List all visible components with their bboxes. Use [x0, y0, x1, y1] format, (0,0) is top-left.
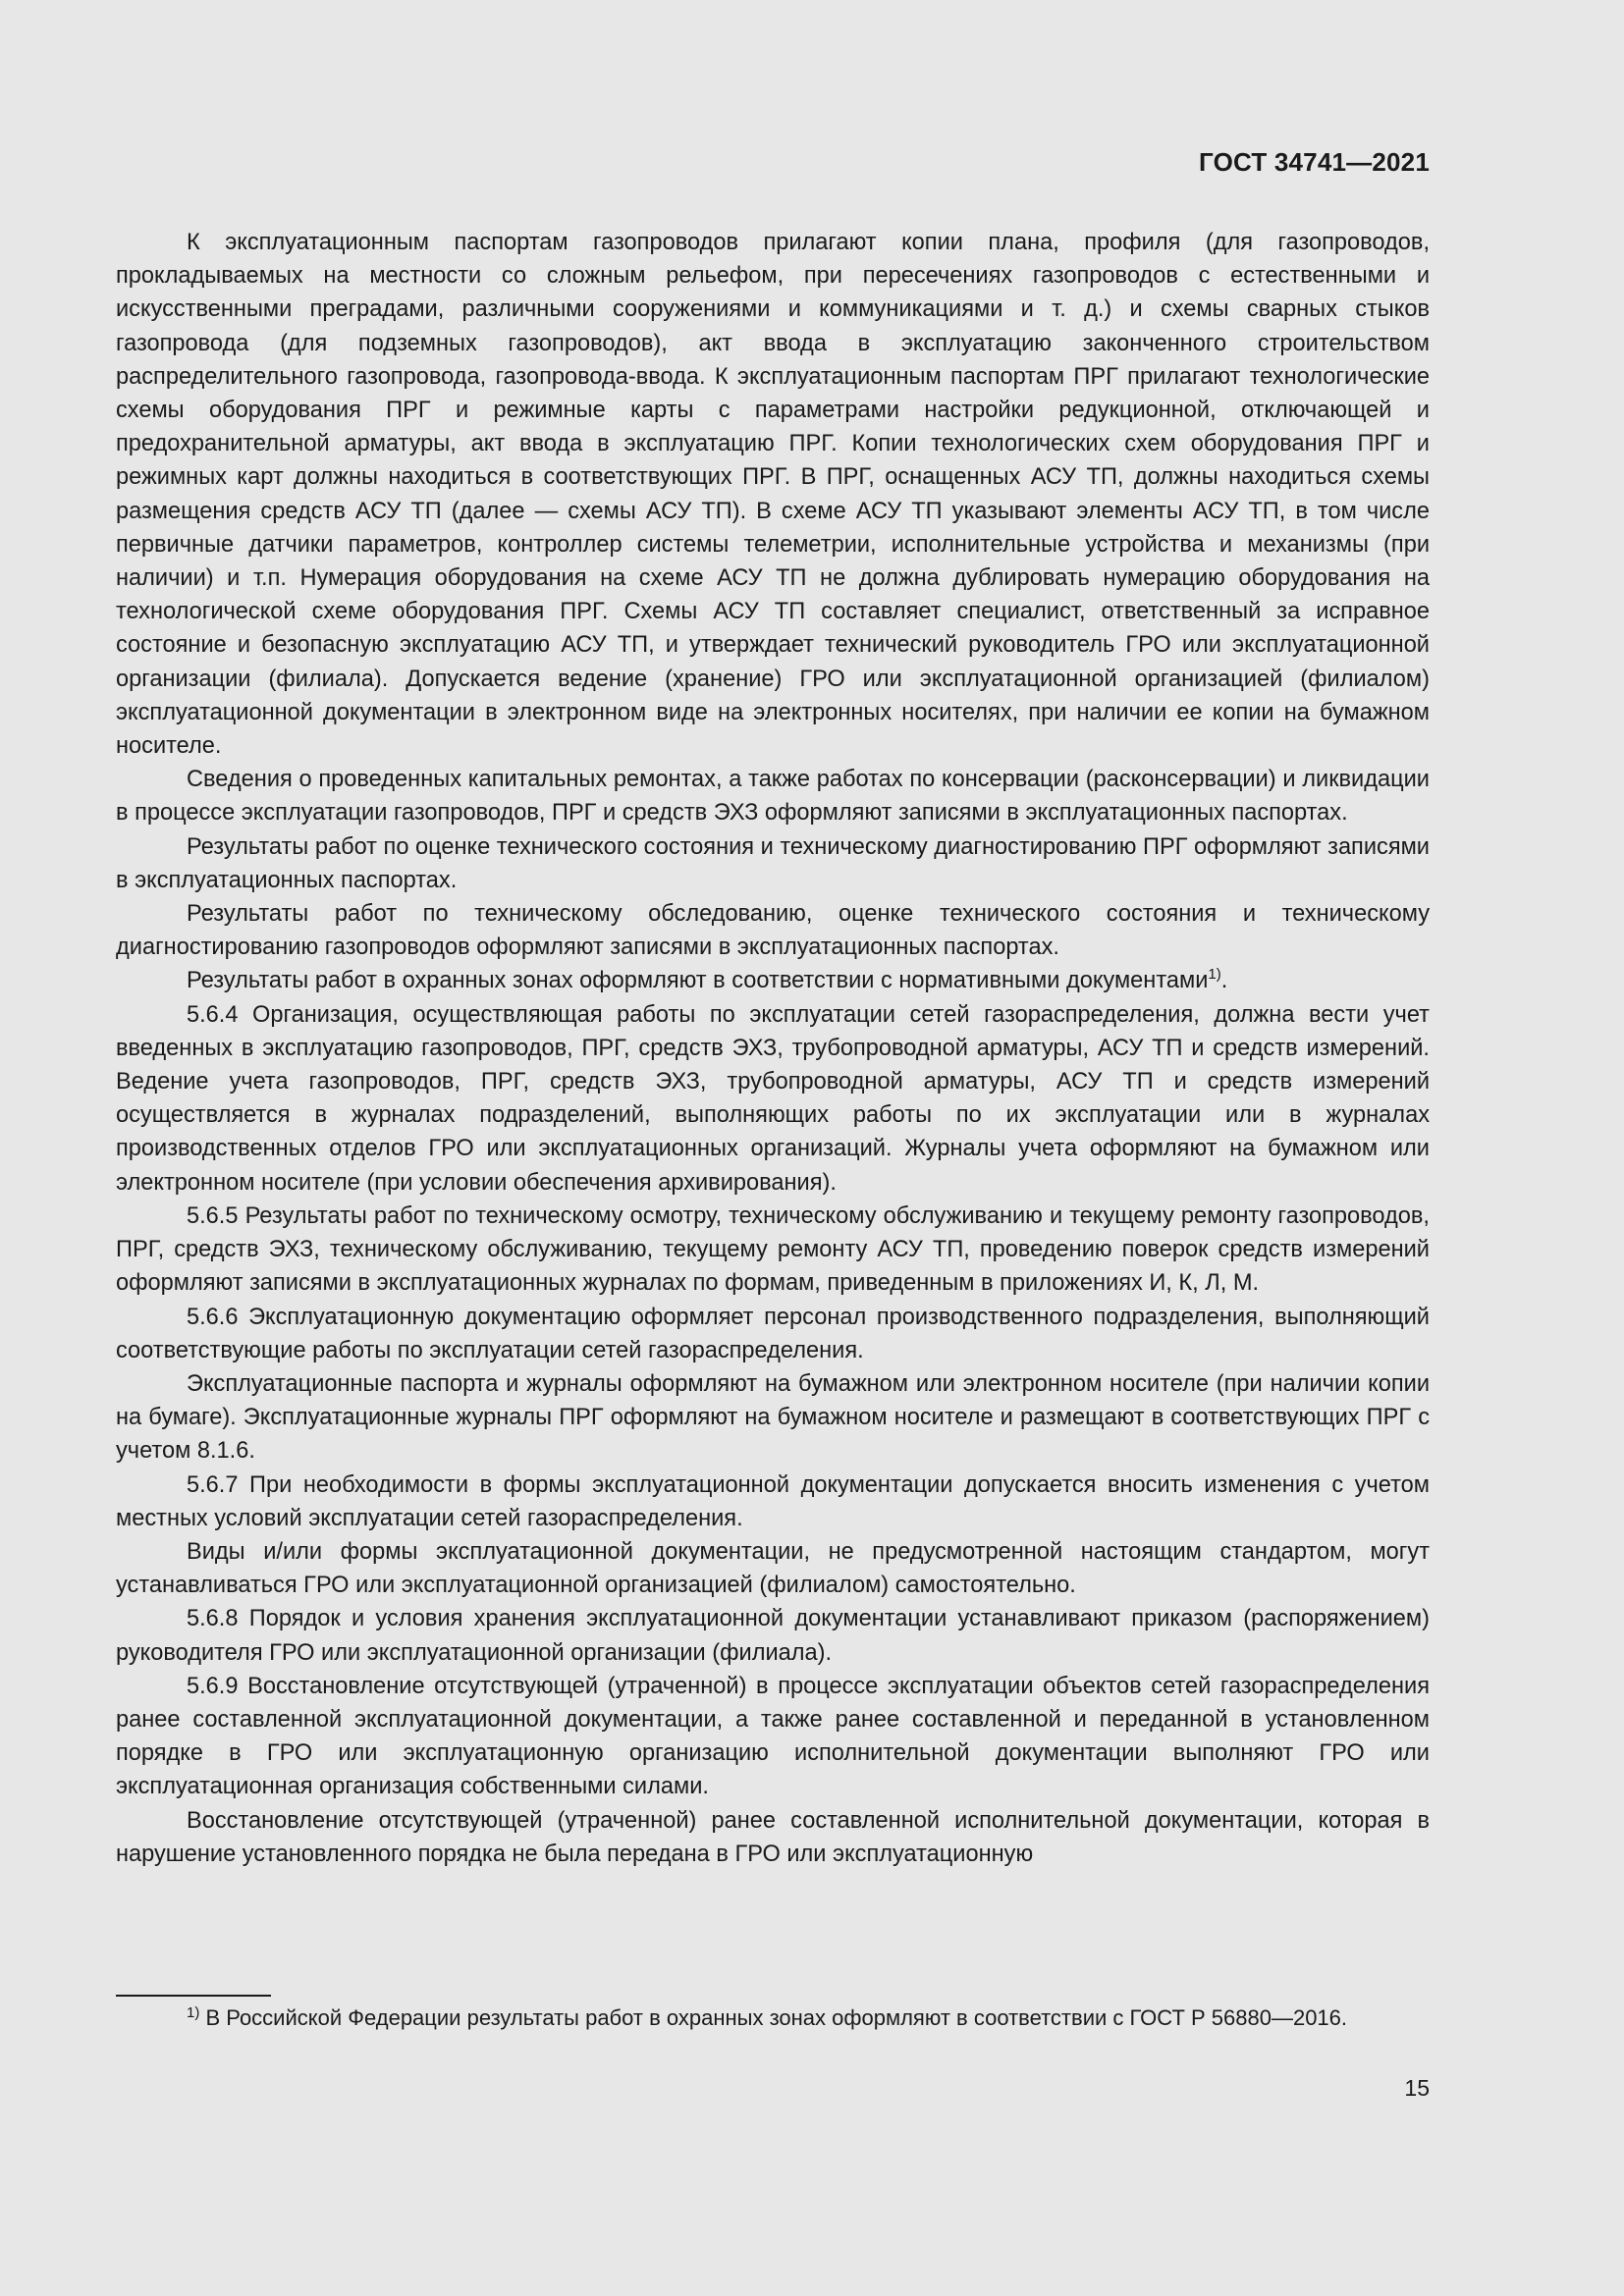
- footnote-mark: 1): [187, 2004, 200, 2021]
- paragraph-tail: .: [1220, 968, 1228, 994]
- paragraph-text: Результаты работ в охранных зонах оформляют в соответствии с нормативными документами: [187, 968, 1209, 994]
- paragraph: Виды и/или формы эксплуатационной документации, не предусмотренной настоящим стандартом, могут устанавливаться ГРО или эксплуатационной организацией (филиалом) самостоятельно.: [116, 1538, 1430, 1599]
- paragraph: Сведения о проведенных капитальных ремонтах, а также работах по консервации (расконсервации) и ликвидации в процессе эксплуатации газопроводов, ПРГ и средств ЭХЗ оформляют записями в эксплуатационных паспортах.: [116, 767, 1430, 827]
- paragraph-5-6-7: 5.6.7 При необходимости в формы эксплуатационной документации допускается вносить изменения с учетом местных условий эксплуатации сетей газораспределения.: [116, 1471, 1430, 1531]
- paragraph-5-6-8: 5.6.8 Порядок и условия хранения эксплуатационной документации устанавливают приказом (распоряжением) руководителя ГРО или эксплуатационной организации (филиала).: [116, 1606, 1430, 1666]
- body-text: [116, 226, 1430, 1871]
- paragraph-5-6-5: 5.6.5 Результаты работ по техническому осмотру, техническому обслуживанию и текущему ремонту газопроводов, ПРГ, средств ЭХЗ, техническому обслуживанию, текущему ремонту АСУ ТП, проведению поверок средств измерений оформляют записями в эксплуатационных журналах по формам, приведенным в приложениях И, К, Л, М.: [116, 1202, 1430, 1297]
- footnote-divider: [116, 1995, 271, 1997]
- paragraph-5-6-6: 5.6.6 Эксплуатационную документацию оформляет персонал производственного подразделения, выполняющий соответствующие работы по эксплуатации сетей газораспределения.: [116, 1304, 1430, 1363]
- paragraph-5-6-4: 5.6.4 Организация, осуществляющая работы по эксплуатации сетей газораспределения, должна вести учет введенных в эксплуатацию газопроводов, ПРГ, средств ЭХЗ, трубопроводной арматуры, АСУ ТП и средств измерений. Ведение учета газопроводов, ПРГ, средств ЭХЗ, трубопроводной арматуры, АСУ ТП и средств измерений осуществляется в журналах подразделений, выполняющих работы по их эксплуатации или в журналах производственных отделов ГРО или эксплуатационных организаций. Журналы учета оформляют на бумажном или электронном носителе (при условии обеспечения архивирования).: [116, 1001, 1430, 1196]
- paragraph: К эксплуатационным паспортам газопроводов прилагают копии плана, профиля (для газопроводов, прокладываемых на местности со сложным рельефом, при пересечениях газопроводов с естественными и искусственными преградами, различными сооружениями и коммуникациями и т. д.) и схемы сварных стыков газопровода (для подземных газопроводов), акт ввода в эксплуатацию законченного строительством распределительного газопровода, газопровода-ввода. К эксплуатационным паспортам ПРГ прилагают технологические схемы оборудования ПРГ и режимные карты с параметрами настройки редукционной, отключающей и предохранительной арматуры, акт ввода в эксплуатацию ПРГ. Копии технологических схем оборудования ПРГ и режимных карт должны находиться в соответствующих ПРГ. В ПРГ, оснащенных АСУ ТП, должны находиться схемы размещения средств АСУ ТП (далее — схемы АСУ ТП). В схеме АСУ ТП указывают элементы АСУ ТП, в том числе первичные датчики параметров, контроллер системы телеметрии, исполнительные устройства и механизмы (при наличии) и т.п. Нумерация оборудования на схеме АСУ ТП не должна дублировать нумерацию оборудования на технологической схеме оборудования ПРГ. Схемы АСУ ТП составляет специалист, ответственный за исправное состояние и безопасную эксплуатацию АСУ ТП, и утверждает технический руководитель ГРО или эксплуатационной организации (филиала). Допускается ведение (хранение) ГРО или эксплуатационной организацией (филиалом) эксплуатационной документации в электронном виде на электронных носителях, при наличии ее копии на бумажном носителе.: [116, 230, 1430, 760]
- footnote-text: В Российской Федерации результаты работ в охранных зонах оформляют в соответствии с ГОСТ Р 56880—2016.: [199, 2005, 1348, 2030]
- paragraph: Результаты работ по оценке технического состояния и техническому диагностированию ПРГ оформляют записями в эксплуатационных паспортах.: [116, 833, 1430, 893]
- page-header-doc-id: ГОСТ 34741—2021: [1199, 147, 1430, 177]
- paragraph-5-6-9: 5.6.9 Восстановление отсутствующей (утраченной) в процессе эксплуатации объектов сетей газораспределения ранее составленной эксплуатационной документации, а также ранее составленной и переданной в установленном порядке в ГРО или эксплуатационную организацию исполнительной документации выполняют ГРО или эксплуатационная организация собственными силами.: [116, 1673, 1430, 1800]
- footnote: [116, 2002, 1430, 2033]
- paragraph: Эксплуатационные паспорта и журналы оформляют на бумажном или электронном носителе (при наличии копии на бумаге). Эксплуатационные журналы ПРГ оформляют на бумажном носителе и размещают в соответствующих ПРГ с учетом 8.1.6.: [116, 1370, 1430, 1465]
- paragraph-with-footnote-ref: [116, 964, 1430, 997]
- paragraph: Восстановление отсутствующей (утраченной) ранее составленной исполнительной документации, которая в нарушение установленного порядка не была передана в ГРО или эксплуатационную: [116, 1807, 1430, 1867]
- paragraph: Результаты работ по техническому обследованию, оценке технического состояния и техническому диагностированию газопроводов оформляют записями в эксплуатационных паспортах.: [116, 901, 1430, 961]
- footnote-reference-mark[interactable]: 1): [1208, 966, 1221, 984]
- page-number: 15: [1404, 2075, 1430, 2101]
